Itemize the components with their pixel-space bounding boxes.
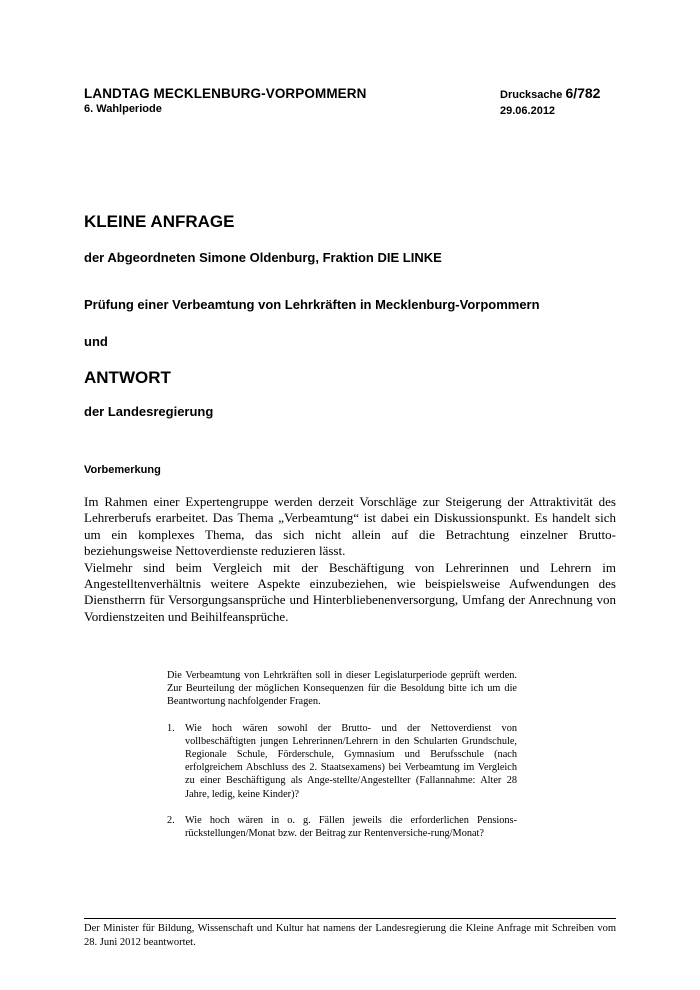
subject-line: Prüfung einer Verbeamtung von Lehrkräften in Mecklenburg-Vorpommern xyxy=(84,297,540,312)
preface-heading: Vorbemerkung xyxy=(84,464,161,476)
question-block xyxy=(167,669,517,853)
question-item xyxy=(167,814,517,840)
question-item xyxy=(167,722,517,801)
question-number: 1. xyxy=(167,722,175,734)
parliament-name: LANDTAG MECKLENBURG-VORPOMMERN xyxy=(84,86,367,101)
submitter-line: der Abgeordneten Simone Oldenburg, Fraktion DIE LINKE xyxy=(84,250,442,265)
document-number: 6/782 xyxy=(565,85,601,101)
document-number-line xyxy=(500,85,640,104)
question-number: 2. xyxy=(167,814,175,826)
question-intro: Die Verbeamtung von Lehrkräften soll in dieser Legislaturperiode geprüft werden. Zur Beurteilung der möglichen Konsequenzen für die Besoldung bitte ich um die Beantwortung nachfolgender Fragen. xyxy=(167,670,517,708)
question-text: Wie hoch wären sowohl der Brutto- und der Nettoverdienst von vollbeschäftigten jungen Lehrerinnen/Lehrern in den Schularten Grundschule, Regionale Schule, Förderschule, Gymnasium und Berufsschule (nach erfolgreichem Abschluss des 2. Staatsexamens) bei Verbeamtung im Vergleich zu einer Beschäftigung als Ange-stellte/Angestellter (Fallannahme: Alter 28 Jahre, ledig, keine Kinder)? xyxy=(185,722,517,800)
document-reference xyxy=(500,85,640,118)
question-text: Wie hoch wären in o. g. Fällen jeweils die erforderlichen Pensions-rückstellungen/Monat bzw. der Beitrag zur Rentenversiche-rung/Monat? xyxy=(185,814,517,840)
preface-body xyxy=(84,494,616,625)
answer-by-line: der Landesregierung xyxy=(84,404,214,419)
legislative-period: 6. Wahlperiode xyxy=(84,103,162,115)
document-date: 29.06.2012 xyxy=(500,105,556,117)
footnote: Der Minister für Bildung, Wissenschaft und Kultur hat namens der Landesregierung die Kleine Anfrage mit Schreiben vom 28. Juni 2012 beantwortet. xyxy=(84,923,616,948)
preface-paragraph: Im Rahmen einer Expertengruppe werden derzeit Vorschläge zur Steigerung der Attraktivität des Lehrerberufs erarbeitet. Das Thema „Verbeamtung“ ist dabei ein Diskussionspunkt. Es handelt sich um ein komplexes Thema, das sich nicht allein auf die Betrachtung einzelner Brutto- beziehungsweise Nettoverdienste reduzieren lässt. xyxy=(84,494,616,559)
document-type-heading: KLEINE ANFRAGE xyxy=(84,212,235,231)
footnote-divider xyxy=(84,918,616,919)
conjunction-line: und xyxy=(84,334,108,349)
document-label: Drucksache xyxy=(500,89,563,101)
letterhead xyxy=(84,86,484,116)
answer-heading: ANTWORT xyxy=(84,368,171,387)
preface-paragraph: Vielmehr sind beim Vergleich mit der Beschäftigung von Lehrerinnen und Lehrern im Angestelltenverhältnis weitere Aspekte einzubeziehen, wie beispielsweise Aufwendungen des Dienstherrn für Versorgungsansprüche und Hinterbliebenenversorgung, Umfang der Anrechnung von Vordienstzeiten und Beihilfeansprüche. xyxy=(84,559,616,624)
